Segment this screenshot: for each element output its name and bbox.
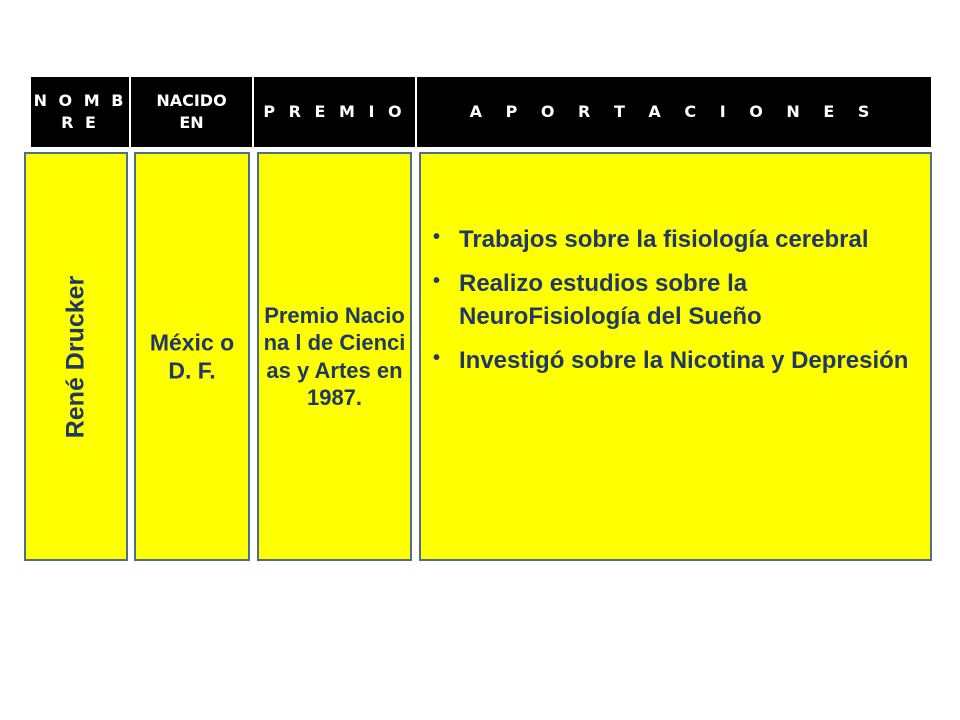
list-item [429, 345, 916, 377]
bullet-icon: • [433, 226, 441, 248]
list-item [429, 268, 916, 333]
aportacion-text: Investigó sobre la Nicotina y Depresión [459, 347, 909, 375]
cell-nombre [24, 152, 128, 561]
header-nacido-en-label: NACIDO EN [156, 91, 227, 132]
cell-premio [257, 152, 412, 561]
bullet-icon: • [433, 347, 441, 370]
header-aportaciones [417, 77, 931, 147]
header-nombre [31, 77, 129, 147]
cell-nacido-en [134, 152, 250, 561]
header-aportaciones-label: A P O R T A C I O N E S [469, 102, 879, 122]
cell-aportaciones [419, 152, 932, 561]
list-item [429, 224, 916, 256]
aportacion-text: Realizo estudios sobre la NeuroFisiología del Sueño [459, 270, 762, 330]
premio-text: Premio Naciona l de Ciencias y Artes en1987. [263, 302, 406, 410]
aportaciones-list [429, 224, 916, 390]
header-nacido-en [131, 77, 252, 147]
nombre-text: René Drucker [61, 275, 90, 438]
aportacion-text: Trabajos sobre la fisiología cerebral [459, 226, 869, 253]
nacido-text: Méxic o D. F. [149, 328, 235, 384]
header-premio [254, 77, 415, 147]
header-nombre-label: N O M B R E [33, 91, 127, 132]
bullet-icon: • [433, 270, 441, 293]
header-premio-label: P R E M I O [263, 102, 406, 122]
